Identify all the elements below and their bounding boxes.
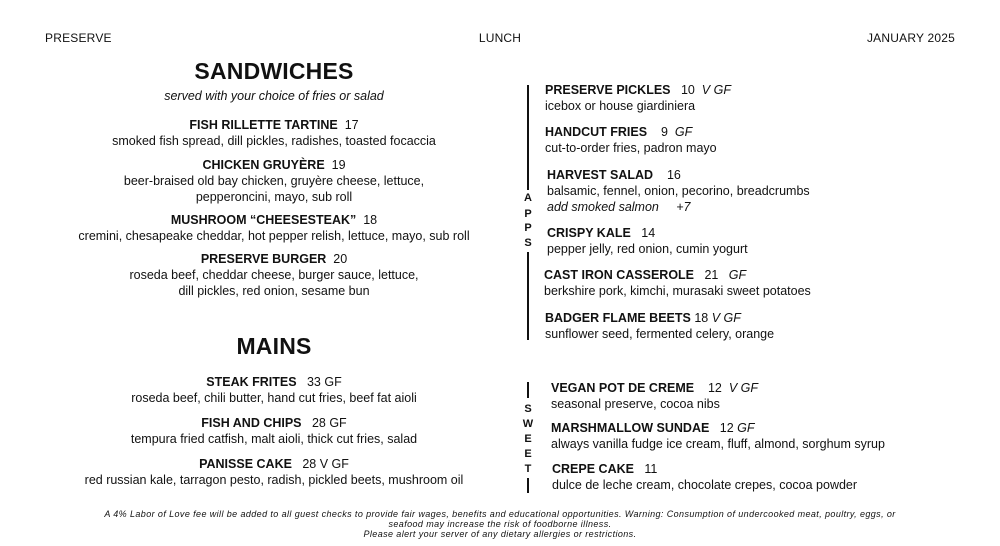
item-description: sunflower seed, fermented celery, orange — [545, 327, 775, 341]
item-description: tempura fried catfish, malt aioli, thick cut fries, salad — [130, 432, 418, 446]
addon-text: add smoked salmon — [547, 200, 659, 214]
footer-line: seafood may increase the risk of foodborne illness. — [388, 519, 612, 529]
footer-line: A 4% Labor of Love fee will be added to all guest checks to provide fair wages, benefits and educational opportunities. Warning: Consumption of undercooked meat, poultry, eggs, or — [104, 509, 896, 519]
sweets-label-letter: T — [524, 463, 532, 475]
item-price: 20 — [333, 252, 348, 266]
item-name: STEAK FRITES — [206, 375, 297, 389]
item-tags: V GF — [728, 381, 759, 395]
item-tags: GF — [728, 268, 747, 282]
item-name: PANISSE CAKE — [199, 457, 292, 471]
item-description: smoked fish spread, dill pickles, radishes, toasted focaccia — [112, 134, 436, 148]
menu-item — [547, 226, 748, 257]
menu-item — [545, 83, 731, 114]
menu-item — [551, 381, 758, 412]
menu-item — [60, 118, 488, 149]
sweets-divider-bottom — [527, 478, 529, 493]
menu-item — [60, 158, 488, 205]
item-tags: V GF — [711, 311, 741, 325]
mains-title: MAINS — [236, 333, 312, 359]
item-description: beer-braised old bay chicken, gruyère cheese, lettuce, — [123, 174, 425, 188]
menu-item — [60, 252, 488, 299]
item-name: CRISPY KALE — [547, 226, 631, 240]
item-price: 12 — [719, 421, 734, 435]
item-addon — [547, 199, 810, 215]
menu-item — [60, 416, 488, 447]
item-price: 11 — [644, 462, 658, 476]
restaurant-name: PRESERVE — [45, 31, 112, 45]
item-price: 18 — [363, 213, 378, 227]
item-description: cremini, chesapeake cheddar, hot pepper relish, lettuce, mayo, sub roll — [78, 229, 470, 243]
sweets-divider-top — [527, 382, 529, 398]
menu-item — [60, 457, 488, 488]
menu-item — [60, 213, 488, 244]
item-tags: GF — [674, 125, 693, 139]
item-description: dulce de leche cream, chocolate crepes, cocoa powder — [552, 478, 858, 492]
item-description: pepper jelly, red onion, cumin yogurt — [547, 242, 748, 256]
item-price: 28 GF — [311, 416, 347, 430]
menu-item — [552, 462, 857, 493]
item-description: dill pickles, red onion, sesame bun — [178, 284, 370, 298]
addon-price: +7 — [676, 200, 691, 214]
item-name: PRESERVE PICKLES — [545, 83, 671, 97]
item-description: roseda beef, chili butter, hand cut fries, beef fat aioli — [131, 391, 417, 405]
mains-section — [60, 333, 488, 488]
item-name: HANDCUT FRIES — [545, 125, 648, 139]
item-price: 14 — [641, 226, 656, 240]
footer-disclaimer — [40, 509, 960, 539]
item-price: 19 — [331, 158, 346, 172]
menu-item — [551, 421, 885, 452]
apps-label-letter: P — [524, 208, 532, 220]
item-name: FISH AND CHIPS — [201, 416, 302, 430]
item-description: icebox or house giardiniera — [545, 99, 696, 113]
item-description: berkshire pork, kimchi, murasaki sweet potatoes — [544, 284, 811, 298]
sweets-label-letter: E — [524, 433, 532, 445]
item-name: MARSHMALLOW SUNDAE — [551, 421, 710, 435]
menu-item — [545, 311, 774, 342]
item-name: CAST IRON CASSEROLE — [544, 268, 695, 282]
item-name: MUSHROOM “CHEESESTEAK” — [170, 213, 357, 227]
item-name: CREPE CAKE — [552, 462, 634, 476]
item-price: 9 — [661, 125, 668, 139]
footer-line: Please alert your server of any dietary allergies or restrictions. — [363, 529, 637, 539]
item-tags: V GF — [701, 83, 731, 97]
menu-date: JANUARY 2025 — [866, 31, 955, 45]
item-price: 17 — [344, 118, 359, 132]
menu-item — [544, 268, 811, 299]
sweets-label-letter: W — [522, 418, 534, 430]
menu-item — [60, 375, 488, 406]
item-price: 18 — [694, 311, 709, 325]
item-price: 10 — [680, 83, 695, 97]
item-price: 28 V GF — [302, 457, 349, 471]
item-description: cut-to-order fries, padron mayo — [545, 141, 717, 155]
item-name: FISH RILLETTE TARTINE — [189, 118, 338, 132]
sandwiches-subtitle: served with your choice of fries or salad — [164, 89, 384, 103]
menu-item — [545, 125, 717, 156]
item-name: HARVEST SALAD — [547, 168, 654, 182]
menu-item — [547, 168, 810, 215]
sandwiches-title: SANDWICHES — [194, 58, 354, 84]
item-name: VEGAN POT DE CREME — [551, 381, 695, 395]
item-description: seasonal preserve, cocoa nibs — [551, 397, 720, 411]
item-tags: GF — [737, 421, 755, 435]
sweets-label-letter: E — [524, 448, 532, 460]
item-price: 16 — [666, 168, 681, 182]
apps-label-letter: P — [524, 222, 532, 234]
item-description: balsamic, fennel, onion, pecorino, breadcrumbs — [547, 184, 810, 198]
item-description: always vanilla fudge ice cream, fluff, almond, sorghum syrup — [551, 437, 885, 451]
item-price: 12 — [707, 381, 722, 395]
apps-label-letter: S — [524, 237, 532, 249]
item-description: pepperoncini, mayo, sub roll — [195, 190, 353, 204]
item-description: roseda beef, cheddar cheese, burger sauce, lettuce, — [129, 268, 419, 282]
sweets-label-letter: S — [524, 403, 532, 415]
sandwiches-section — [60, 58, 488, 299]
item-name: BADGER FLAME BEETS — [545, 311, 691, 325]
item-description: red russian kale, tarragon pesto, radish, pickled beets, mushroom oil — [84, 473, 464, 487]
item-name: CHICKEN GRUYÈRE — [202, 158, 325, 172]
apps-divider-bottom — [527, 252, 529, 340]
item-price: 21 — [704, 268, 719, 282]
apps-label-letter: A — [524, 192, 532, 204]
apps-divider-top — [527, 85, 529, 190]
item-name: PRESERVE BURGER — [200, 252, 327, 266]
menu-type: LUNCH — [478, 31, 522, 45]
item-price: 33 GF — [306, 375, 342, 389]
